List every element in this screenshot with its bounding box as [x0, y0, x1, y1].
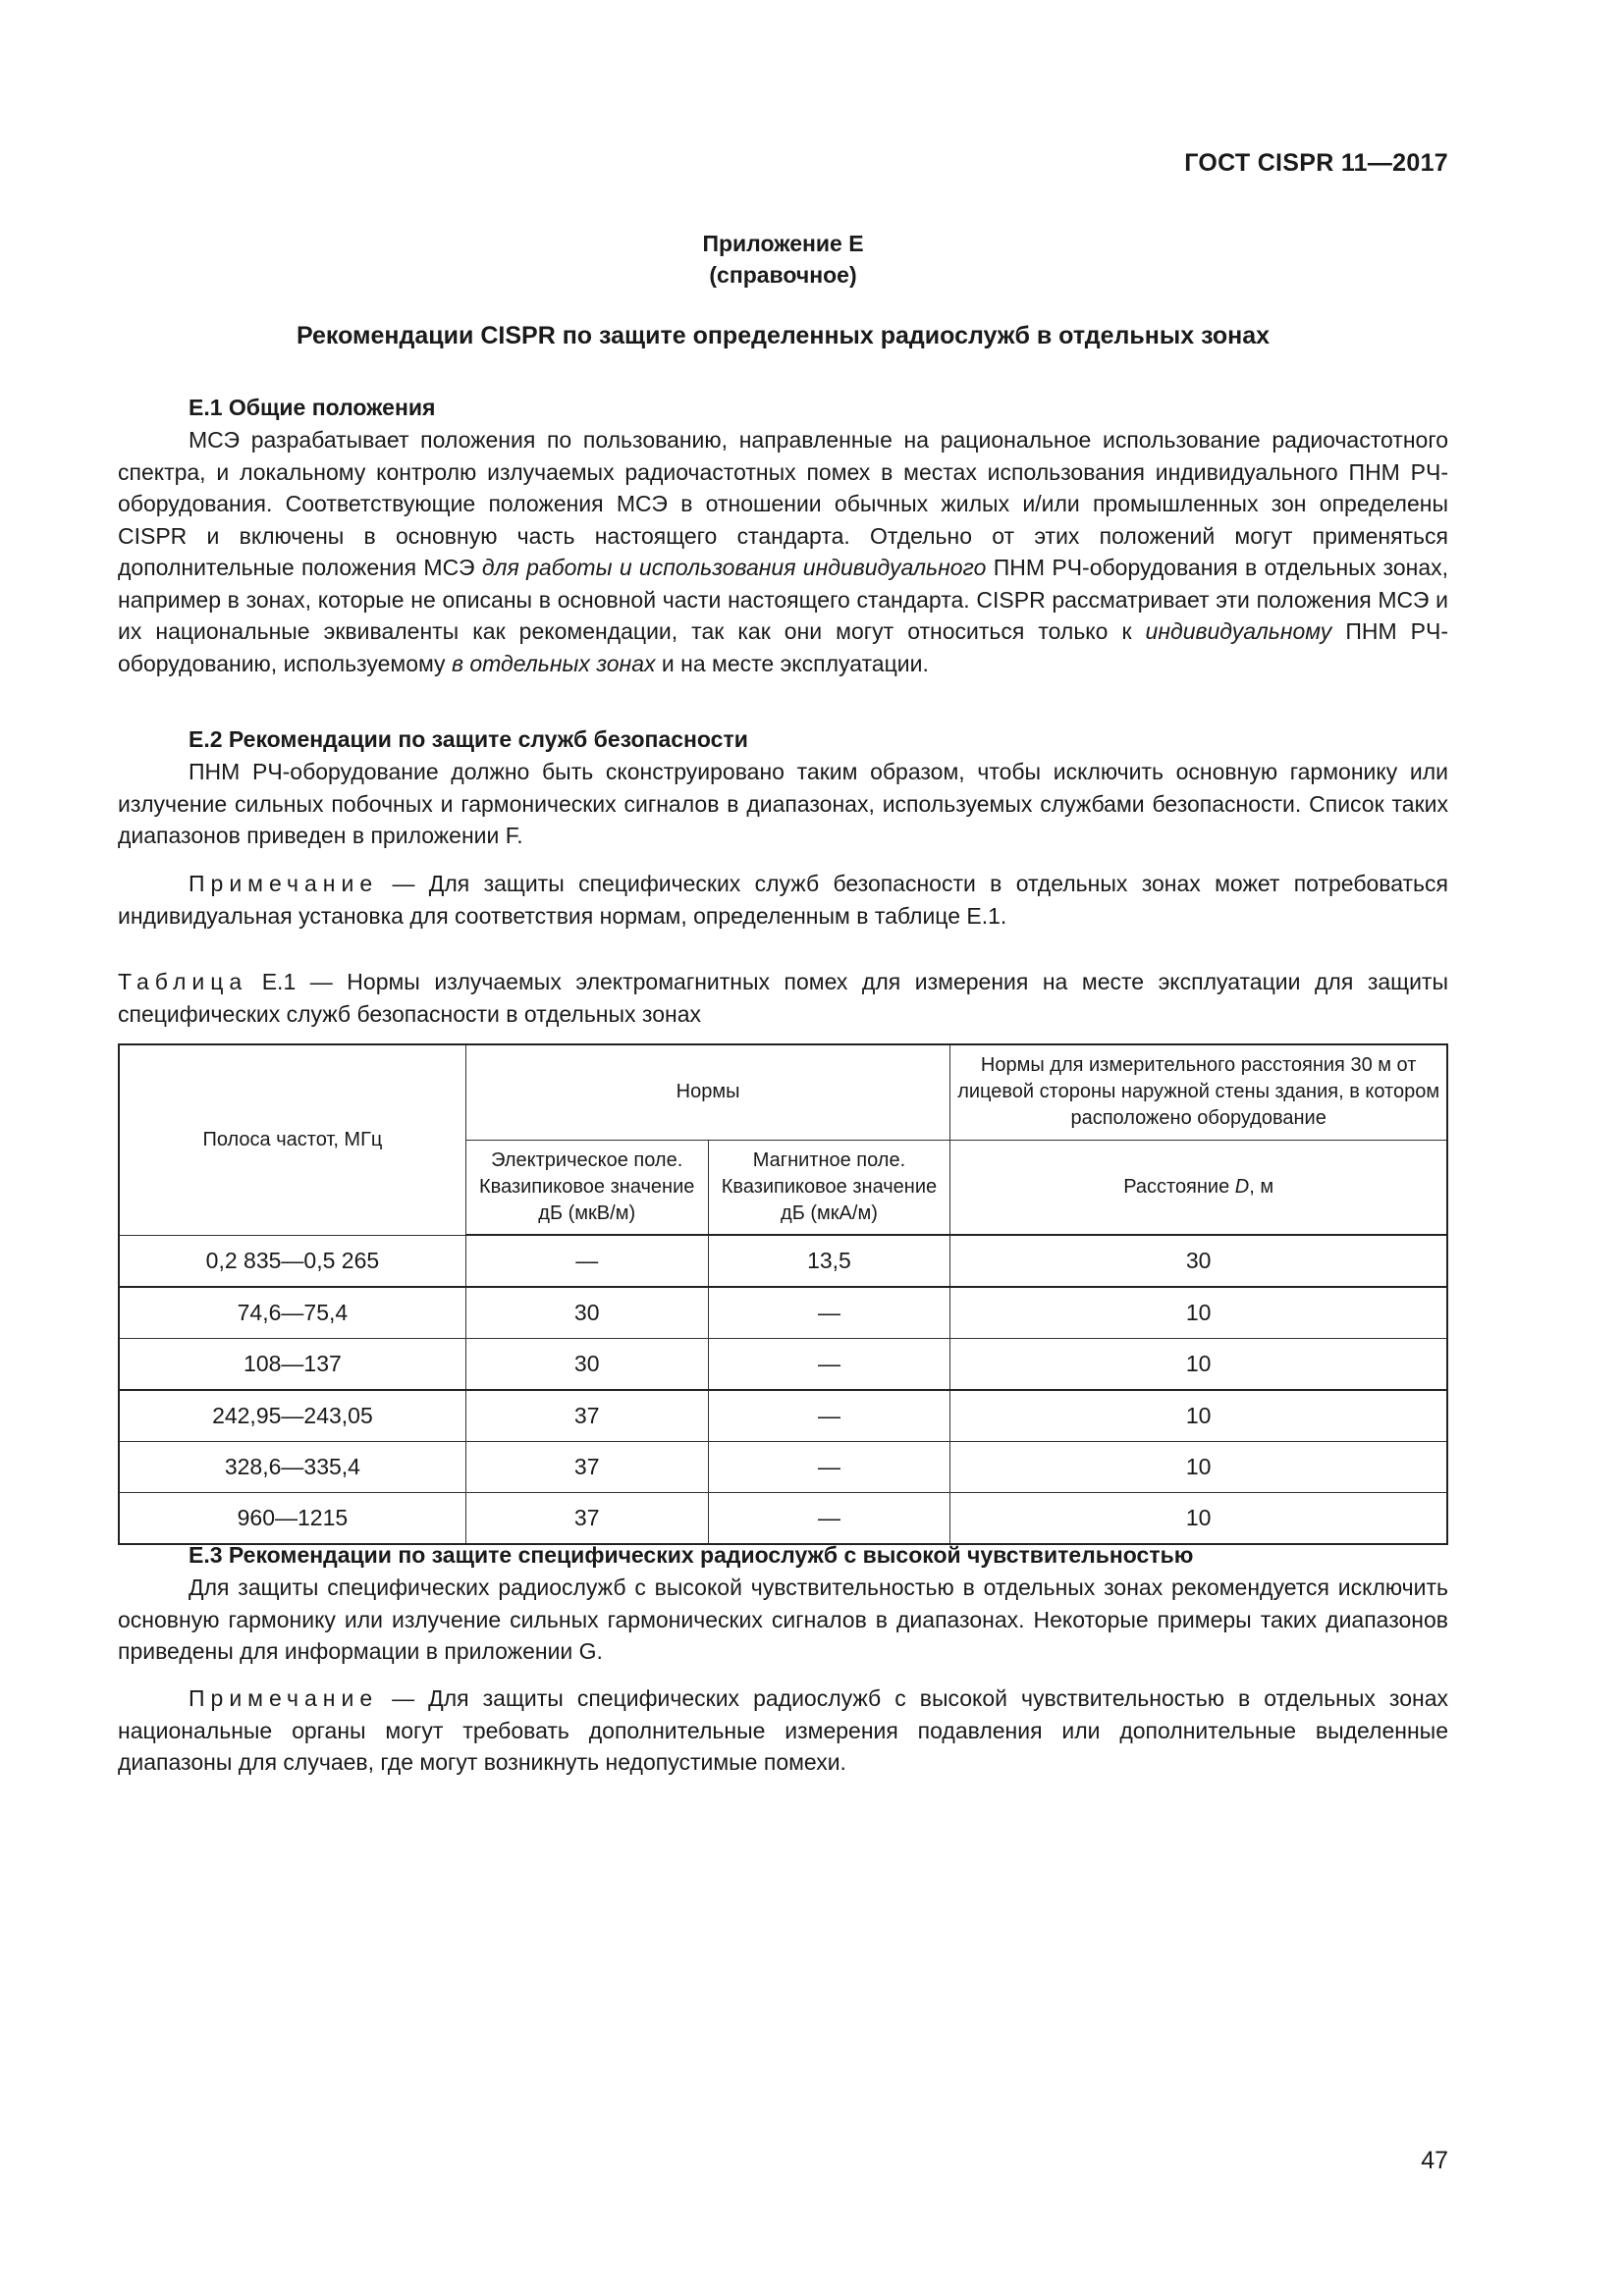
cell-electric: —: [465, 1235, 708, 1287]
e1-text-d: и на месте эксплуатации.: [661, 650, 929, 676]
cell-electric: 37: [465, 1442, 708, 1493]
header-distance: Расстояние D, м: [950, 1140, 1447, 1235]
table-body: [119, 1235, 1447, 1544]
table-row: [119, 1287, 1447, 1339]
table-caption-label: Таблица: [118, 969, 248, 994]
cell-magnetic: —: [708, 1339, 950, 1391]
cell-magnetic: —: [708, 1390, 950, 1442]
cell-distance: 10: [950, 1442, 1447, 1493]
cell-distance: 30: [950, 1235, 1447, 1287]
annex-heading: [118, 228, 1448, 291]
table-row: [119, 1442, 1447, 1493]
cell-band: 74,6—75,4: [119, 1287, 465, 1339]
section-e3-heading: Е.3 Рекомендации по защите специфических радиослужб с высокой чувствительностью: [189, 1542, 1194, 1568]
cell-electric: 30: [465, 1339, 708, 1391]
cell-magnetic: 13,5: [708, 1235, 950, 1287]
e1-text-a: МСЭ разрабатывает положения по пользованию, направленные на рациональное использование радиочастотного спектра, и локальному контролю излучаемых радиочастотных помех в местах использования индивидуального ПНМ РЧ-оборудования. Соответствующие положения МСЭ в отношении обычных жилых и/или промышленных зон определены CISPR и включены в основную часть настоящего стандарта. Отдельно от этих положений могут применяться дополнительные положения МСЭ: [118, 427, 1448, 580]
cell-band: 328,6—335,4: [119, 1442, 465, 1493]
standard-header: ГОСТ CISPR 11—2017: [1184, 149, 1448, 177]
section-e2: [118, 722, 1448, 852]
e1-emphasis-3: в отдельных зонах: [451, 650, 656, 676]
section-e1: [118, 391, 1448, 679]
header-electric-field: Электрическое поле. Квазипиковое значение дБ (мкВ/м): [465, 1140, 708, 1235]
cell-distance: 10: [950, 1390, 1447, 1442]
cell-distance: 10: [950, 1339, 1447, 1391]
cell-band: 0,2 835—0,5 265: [119, 1235, 465, 1287]
table-row: [119, 1339, 1447, 1391]
norms-table: [118, 1043, 1448, 1545]
cell-distance: 10: [950, 1287, 1447, 1339]
note-text: — Для защиты специфических служб безопасности в отдельных зонах может потребоваться индивидуальная установка для соответствия нормам, определенным в таблице Е.1.: [118, 871, 1448, 929]
note-label: Примечание: [189, 1685, 379, 1711]
header-distance-group: Нормы для измерительного расстояния 30 м от лицевой стороны наружной стены здания, в котором расположено оборудование: [950, 1044, 1447, 1140]
header-magnetic-field: Магнитное поле. Квазипиковое значение дБ (мкА/м): [708, 1140, 950, 1235]
section-e3-paragraph: Для защиты специфических радиослужб с высокой чувствительностью в отдельных зонах рекомендуется исключить основную гармонику или излучение сильных гармонических сигналов в диапазонах. Некоторые примеры таких диапазонов приведены для информации в приложении G.: [118, 1575, 1448, 1664]
e1-emphasis-2: индивидуальному: [1145, 618, 1332, 644]
e1-emphasis-1: для работы и использования индивидуального: [481, 555, 987, 580]
note-label: Примечание: [189, 871, 379, 896]
annex-status: (справочное): [709, 262, 857, 288]
cell-band: 242,95—243,05: [119, 1390, 465, 1442]
e1-text-c: ПНМ РЧ-оборудованию, используемому: [118, 618, 1448, 676]
document-page: [118, 0, 1448, 2296]
header-norms: Нормы: [465, 1044, 950, 1140]
cell-electric: 30: [465, 1287, 708, 1339]
note-text: — Для защиты специфических радиослужб с высокой чувствительностью в отдельных зонах национальные органы могут требовать дополнительные измерения подавления или дополнительные выделенные диапазоны для случаев, где могут возникнуть недопустимые помехи.: [118, 1685, 1448, 1775]
section-e2-note: [118, 868, 1448, 932]
header-frequency-band: Полоса частот, МГц: [119, 1044, 465, 1235]
section-e3: [118, 1538, 1448, 1668]
section-e2-paragraph: ПНМ РЧ-оборудование должно быть сконструировано таким образом, чтобы исключить основную гармонику или излучение сильных побочных и гармонических сигналов в диапазонах, используемых службами безопасности. Список таких диапазонов приведен в приложении F.: [118, 759, 1448, 848]
table-e1-caption: [118, 966, 1448, 1030]
cell-band: 108—137: [119, 1339, 465, 1391]
table-row: [119, 1493, 1447, 1545]
section-e1-heading: Е.1 Общие положения: [189, 395, 436, 420]
cell-electric: 37: [465, 1493, 708, 1545]
table-row: [119, 1390, 1447, 1442]
cell-magnetic: —: [708, 1493, 950, 1545]
cell-band: 960—1215: [119, 1493, 465, 1545]
page-number: 47: [1421, 2147, 1448, 2174]
table-e1: [118, 1043, 1448, 1545]
annex-title: Приложение Е: [702, 231, 864, 256]
cell-magnetic: —: [708, 1442, 950, 1493]
e1-text-b: ПНМ РЧ-оборудования в отдельных зонах, например в зонах, которые не описаны в основной части настоящего стандарта. CISPR рассматривает эти положения МСЭ и их национальные эквиваленты как рекомендации, так как они могут относиться только к: [118, 555, 1448, 644]
section-e3-note: [118, 1682, 1448, 1779]
section-e1-paragraph: [118, 424, 1448, 679]
table-row: [119, 1235, 1447, 1287]
cell-distance: 10: [950, 1493, 1447, 1545]
table-caption-text: Е.1 — Нормы излучаемых электромагнитных помех для измерения на месте эксплуатации для защиты специфических служб безопасности в отдельных зонах: [118, 969, 1448, 1027]
cell-magnetic: —: [708, 1287, 950, 1339]
section-e2-heading: Е.2 Рекомендации по защите служб безопасности: [189, 726, 748, 752]
document-title: Рекомендации CISPR по защите определенных радиослужб в отдельных зонах: [296, 322, 1271, 349]
cell-electric: 37: [465, 1390, 708, 1442]
